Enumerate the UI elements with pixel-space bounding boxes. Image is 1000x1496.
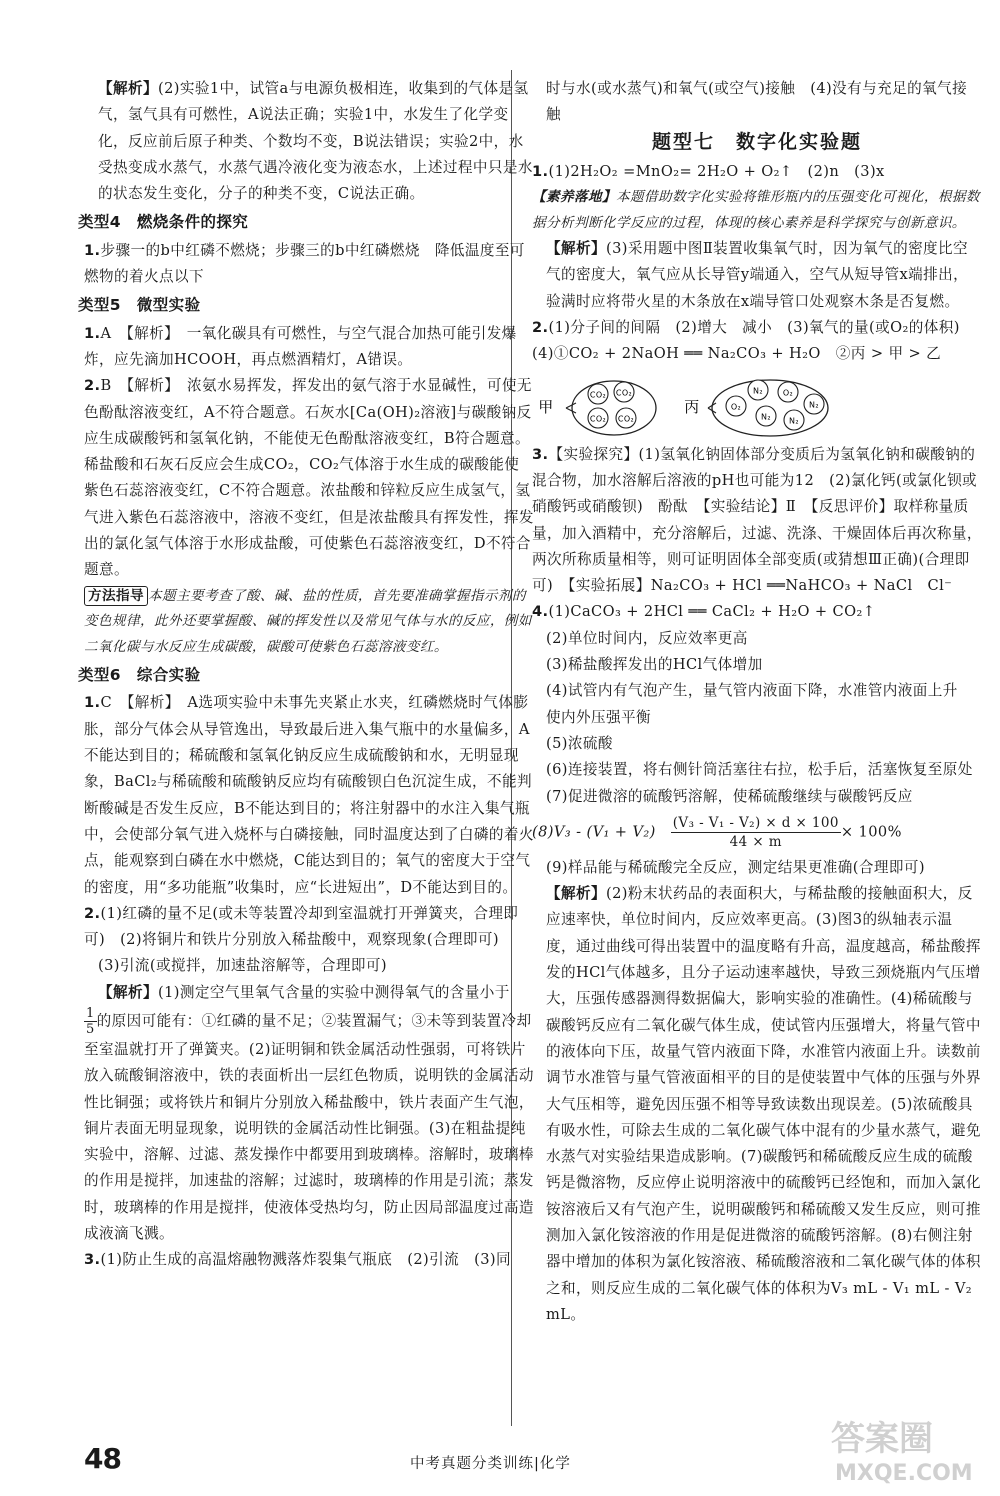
- answer-paragraph: [84, 901, 534, 954]
- answer-paragraph: [532, 757, 982, 783]
- paragraph-text: (1)防止生成的高温熔融物溅落炸裂集气瓶底 (2)引流 (3)同: [100, 1251, 511, 1269]
- paragraph-text: (4)试管内有气泡产生，量气管内液面下降，水准管内液面上升 使内外压强平衡: [546, 682, 973, 726]
- analysis-tag: 【解析】: [546, 240, 606, 258]
- paragraph-text: 时与水(或水蒸气)和氧气(或空气)接触 (4)没有与充足的氧气接触: [546, 80, 968, 124]
- answer-paragraph: [84, 953, 534, 979]
- tip-note: [84, 584, 534, 661]
- analysis-tag: 【解析】: [98, 80, 158, 97]
- section-heading: 类型5 微型实验: [78, 296, 201, 315]
- molecule-label: N₂: [753, 386, 763, 396]
- question-number: 3.: [532, 445, 549, 463]
- paragraph-text: (1)红磷的量不足(或未等装置冷却到室温就打开弹簧夹，合理即可) (2)将铜片和铁片分别放入稀盐酸中，观察现象(合理即可): [84, 904, 519, 949]
- paragraph-text: (2)单位时间内，反应效率更高: [546, 629, 748, 647]
- paragraph-text: B 【解析】 浓氨水易挥发，挥发出的氨气溶于水显碱性，可使无色酚酞溶液变红，A不符合题意。石灰水[Ca(OH)₂溶液]与碳酸钠反应生成碳酸钙和氢氧化钠，不能使无色酚酞溶液变红，B符合题意。稀盐酸和石灰石反应会生成CO₂，CO₂气体溶于水生成的碳酸能使紫色石蕊溶液变红，C不符合题意。浓盐酸和锌粒反应生成氢气，氢气进入紫色石蕊溶液中，溶液不变红，但是浓盐酸具有挥发性，挥发出的氯化氢气体溶于水形成盐酸，可使紫色石蕊溶液变红，D不符合题意。: [84, 377, 534, 579]
- molecule-label: O₂: [730, 402, 742, 412]
- question-number: 1.: [84, 241, 101, 259]
- watermark-text-en: MXQE.COM: [835, 1461, 973, 1486]
- diagram-label-a: 甲: [538, 397, 554, 416]
- paragraph-text: A 【解析】 一氧化碳具有可燃性，与空气混合加热可能引发爆炸，应先滴加HCOOH，再点燃酒精灯，A错误。: [84, 324, 517, 368]
- answer-paragraph: [84, 690, 534, 900]
- paragraph-text: 【实验探究】(1)氢氧化钠固体部分变质后为氢氧化钠和碳酸钠的混合物，加水溶解后溶液的pH也可能为12 (2)氯化钙(或氯化钡或硝酸钙或硝酸钡) 酚酞 【实验结论】Ⅱ 【反思评价】取样称量质量，加入酒精中，充分溶解后，过滤、洗涤、干燥固体后再次称量，两次所称质量相等，则可证明固体全部变质(或猜想Ⅲ正确)(合理即可) 【实验拓展】Na₂CO₃ + HCl ══NaHCO₃ + NaCl Cl⁻: [532, 445, 982, 595]
- question-number: 4.: [532, 603, 549, 621]
- answer-paragraph: [532, 442, 982, 600]
- answer-paragraph: [84, 321, 534, 374]
- paragraph-text: (6)连接装置，将右侧针筒活塞往右拉，松手后，活塞恢复至原处: [546, 761, 973, 779]
- answer-paragraph: [532, 159, 982, 185]
- paragraph-text: 的原因可能有：①红磷的量不足；②装置漏气；③未等到装置冷却至室温就打开了弹簧夹。(2)证明铜和铁金属活动性强弱，可将铁片放入硫酸铜溶液中，铁的表面析出一层红色物质，说明铁的金属活动性比铜强；或将铁片和铜片分别放入稀盐酸中，铁片表面产生气泡，铜片表面无明显现象，说明铁的金属活动性比铜强。(3)在粗盐提纯实验中，溶解、过滤、蒸发操作中都要用到玻璃棒。溶解时，玻璃棒的作用是搅拌，加速盐的溶解；过滤时，玻璃棒的作用是引流；蒸发时，玻璃棒的作用是搅拌，使液体受热均匀，防止因局部温度过高造成液滴飞溅。: [84, 1012, 534, 1243]
- formula-suffix: × 100%: [840, 823, 902, 841]
- fraction-numerator: 1: [86, 1006, 95, 1021]
- paragraph-text: (3)稀盐酸挥发出的HCl气体增加: [546, 656, 763, 674]
- question-number: 1.: [84, 324, 101, 342]
- question-number: 1.: [84, 694, 101, 712]
- paragraph-text: (3)引流(或搅拌，加速盐溶解等，合理即可): [98, 957, 387, 975]
- answer-paragraph: [84, 238, 534, 291]
- paragraph-text: (9)样品能与稀硫酸完全反应，测定结果更准确(合理即可): [546, 858, 925, 876]
- paragraph-text: (3)采用题中图Ⅱ装置收集氧气时，因为氧气的密度比空气的密度大，氧气应从长导管y端通入，空气从短导管x端排出，验满时应将带火星的木条放在x端导管口处观察木条是否复燃。: [546, 240, 969, 310]
- answer-paragraph: [84, 373, 534, 583]
- answer-paragraph: [532, 76, 982, 129]
- paragraph-text: (1)分子间的间隔 (2)增大 减小 (3)氧气的量(或O₂的体积) (4)①CO₂ + 2NaOH ══ Na₂CO₃ + H₂O ②丙 > 甲 > 乙: [532, 319, 975, 363]
- formula-line: [532, 814, 982, 851]
- formula-numerator: (V₃ - V₁ - V₂) × d × 100: [672, 814, 839, 831]
- fraction-denominator: 5: [86, 1022, 95, 1037]
- section-heading: 类型6 综合实验: [78, 666, 201, 685]
- particle-diagram: [532, 370, 982, 440]
- molecule-label: N₂: [789, 416, 799, 426]
- answer-paragraph: [532, 236, 982, 315]
- question-number: 2.: [84, 904, 101, 922]
- note-tag: 【素养落地】: [532, 189, 616, 206]
- watermark-logo: [825, 1410, 985, 1488]
- left-column: [78, 76, 534, 1274]
- paragraph-text: (7)促进微溶的硫酸钙溶解，使稀硫酸继续与碳酸钙反应: [546, 787, 913, 805]
- question-type-title: 题型七 数字化实验题: [651, 130, 862, 153]
- molecule-label: CO₂: [589, 390, 607, 400]
- answer-paragraph: [532, 855, 982, 881]
- molecule-label: N₂: [809, 400, 819, 410]
- paragraph-text: (5)浓硫酸: [546, 734, 613, 752]
- paragraph-text: 步骤一的b中红磷不燃烧；步骤三的b中红磷燃烧 降低温度至可燃物的着火点以下: [84, 241, 525, 286]
- note-tag: 方法指导: [84, 586, 148, 606]
- paragraph-text: (1)2H₂O₂ =MnO₂= 2H₂O + O₂↑ (2)n (3)x: [548, 162, 885, 180]
- analysis-tag: 【解析】: [98, 983, 158, 1001]
- particle-diagram-svg: [532, 370, 972, 440]
- paragraph-text: (2)实验1中，试管a与电源负极相连，收集到的气体是氢气，氢气具有可燃性，A说法正确；实验1中，水发生了化学变化，反应前后原子种类、个数均不变，B说法错误；实验2中，水受热变成水蒸气，水蒸气遇冷液化变为液态水，上述过程中只是水的状态发生变化，分子的种类不变，C说法正确。: [98, 80, 533, 203]
- question-number: 1.: [532, 162, 549, 180]
- note-text: 本题主要考查了酸、碱、盐的性质，首先要准确掌握指示剂的变色规律，此外还要掌握酸、碱的挥发性以及常见气体与水的反应，例如二氧化碳与水反应生成碳酸，碳酸可使紫色石蕊溶液变红。: [84, 587, 532, 655]
- note-text: 本题借助数字化实验将锥形瓶内的压强变化可视化，根据数据分析判断化学反应的过程，体现的核心素养是科学探究与创新意识。: [532, 189, 980, 231]
- formula-prefix: (8)V₃ - (V₁ + V₂): [532, 823, 671, 841]
- book-title: 中考真题分类训练|化学: [410, 1456, 571, 1472]
- answer-paragraph: [532, 599, 982, 625]
- answer-paragraph: [532, 678, 982, 731]
- section-heading: 类型4 燃烧条件的探究: [78, 213, 249, 232]
- question-number: 3.: [84, 1251, 101, 1269]
- molecule-label: CO₂: [589, 414, 607, 424]
- answer-paragraph: [532, 784, 982, 810]
- question-number: 2.: [84, 377, 101, 395]
- paragraph-text: (1)测定空气里氧气含量的实验中测得氧气的含量小于: [157, 983, 510, 1001]
- analysis-tag: 【解析】: [546, 885, 606, 903]
- molecule-label: CO₂: [615, 388, 633, 398]
- molecule-label: O₂: [782, 388, 794, 398]
- answer-paragraph: [84, 980, 534, 1006]
- question-number: 2.: [532, 319, 549, 337]
- answer-paragraph: [532, 315, 982, 368]
- answer-paragraph: [532, 731, 982, 757]
- bubble-a-tail: [566, 403, 576, 413]
- fraction: [84, 1006, 97, 1037]
- tip-note: [532, 185, 982, 236]
- page-number: 48: [84, 1442, 121, 1475]
- answer-paragraph: [84, 1247, 534, 1273]
- answer-paragraph: [532, 652, 982, 678]
- molecule-label: CO₂: [617, 414, 635, 424]
- watermark-text-cn: 答案圈: [831, 1419, 933, 1459]
- molecule-label: N₂: [761, 412, 771, 422]
- analysis-paragraph: [84, 1006, 534, 1247]
- paragraph-text: C 【解析】 A选项实验中未事先夹紧止水夹，红磷燃烧时气体膨胀，部分气体会从导管逸出，导致最后进入集气瓶中的水量偏多，A不能达到目的；稀硫酸和氢氧化钠反应生成硫酸钠和水，无明显现象，BaCl₂与稀硫酸和硫酸钠反应均有硫酸钡白色沉淀生成，不能判断酸碱是否发生反应，B不能达到目的；将注射器中的水注入集气瓶中，会使部分氧气进入烧杯与白磷接触，同时温度达到了白磷的着火点，能观察到白磷在水中燃烧，C能达到目的；氧气的密度大于空气的密度，用“多功能瓶”收集时，应“长进短出”，D不能达到目的。: [84, 694, 534, 896]
- paragraph-text: (2)粉末状药品的表面积大，与稀盐酸的接触面积大，反应速率快，单位时间内，反应效率更高。(3)图3的纵轴表示温度，通过曲线可得出装置中的温度略有升高，温度越高，稀盐酸挥发的HCl气体越多，且分子运动速率越快，导致三颈烧瓶内气压增大，压强传感器测得数据偏大，影响实验的准确性。(4)稀硫酸与碳酸钙反应有二氧化碳气体生成，使试管内压强增大，将量气管中的液体向下压，故量气管内液面下降，水准管内液面上升。读数前调节水准管与量气管液面相平的目的是使装置中气体的压强与外界大气压相等，避免因压强不相等导致读数出现误差。(5)浓硫酸具有吸水性，可除去生成的二氧化碳气体中混有的少量水蒸气，避免水蒸气对实验结果造成影响。(7)碳酸钙和稀硫酸反应生成的硫酸钙是微溶物，反应停止说明溶液中的硫酸钙已经饱和，而加入氯化铵溶液后又有气泡产生，说明碳酸钙和稀硫酸又发生反应，则可推测加入氯化铵溶液的作用是促进微溶的硫酸钙溶解。(8)右侧注射器中增加的体积为氯化铵溶液、稀硫酸溶液和二氧化碳气体的体积之和，则反应生成的二氧化碳气体的体积为V₃ mL - V₁ mL - V₂ mL。: [546, 885, 981, 1323]
- answer-paragraph: [532, 881, 982, 1328]
- answer-paragraph: [84, 76, 534, 207]
- formula-fraction: [671, 814, 841, 851]
- diagram-label-b: 丙: [684, 397, 700, 416]
- right-column: [532, 76, 982, 1328]
- paragraph-text: (1)CaCO₃ + 2HCl ══ CaCl₂ + H₂O + CO₂↑: [548, 603, 876, 621]
- answer-paragraph: [532, 626, 982, 652]
- formula-denominator: 44 × m: [729, 833, 782, 850]
